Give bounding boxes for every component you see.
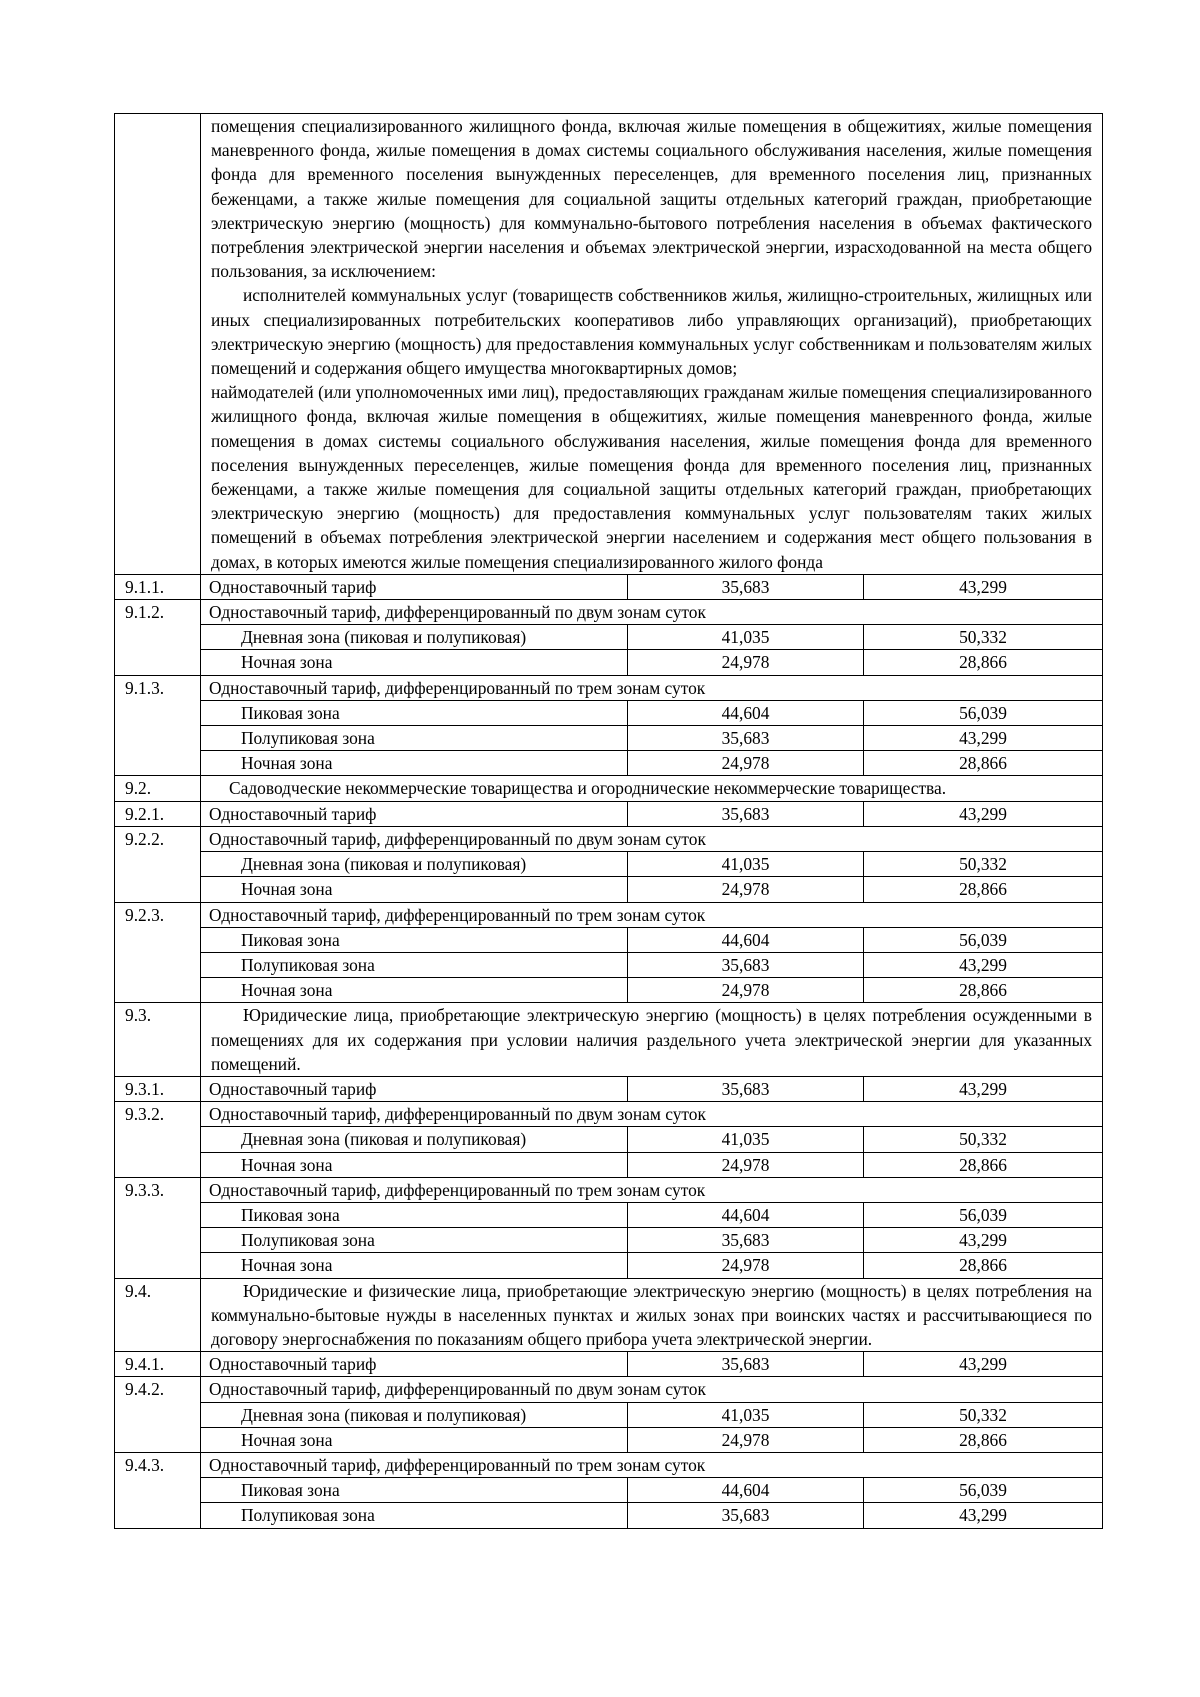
zone-label: Ночная зона <box>201 877 628 902</box>
intro-paragraph: помещения специализированного жилищного фонда, включая жилые помещения в общежитиях, жилые помещения маневренного фонда, жилые помещения в домах системы социального обслуживания населения, жилые помещения фонда для временного поселения вынужденных переселенцев, для временного поселения лиц, признанных беженцами, а также жилые помещения для социальной защиты отдельных категорий граждан, приобретающие электрическую энергию (мощность) для коммунально-бытового потребления населения в объемах фактического потребления электрической энергии населения и объемах электрической энергии, израсходованной на места общего пользования, за исключением: <box>211 116 1093 282</box>
zone-row <box>115 1402 1103 1427</box>
intro-num-cell <box>115 114 201 575</box>
section-heading-row <box>115 1003 1103 1077</box>
zone-value-2: 28,866 <box>864 1253 1103 1278</box>
tariff-value-1: 35,683 <box>628 801 864 826</box>
section-heading-row <box>115 776 1103 801</box>
zone-value-2: 50,332 <box>864 1402 1103 1427</box>
zone-row <box>115 1427 1103 1452</box>
tariff-value-1: 35,683 <box>628 574 864 599</box>
tariff-row <box>115 1177 1103 1202</box>
zone-value-1: 41,035 <box>628 625 864 650</box>
tariff-row <box>115 1076 1103 1101</box>
zone-value-1: 41,035 <box>628 852 864 877</box>
zone-label: Пиковая зона <box>201 927 628 952</box>
zone-label: Полупиковая зона <box>201 952 628 977</box>
zone-value-1: 35,683 <box>628 952 864 977</box>
zone-row <box>115 877 1103 902</box>
tariff-row <box>115 600 1103 625</box>
zone-value-2: 56,039 <box>864 1478 1103 1503</box>
zone-label: Пиковая зона <box>201 1202 628 1227</box>
tariff-number: 9.4.2. <box>115 1377 201 1453</box>
zone-value-2: 56,039 <box>864 1202 1103 1227</box>
zone-value-1: 44,604 <box>628 1202 864 1227</box>
zone-value-2: 28,866 <box>864 650 1103 675</box>
zone-value-2: 28,866 <box>864 1427 1103 1452</box>
zone-row <box>115 1127 1103 1152</box>
zone-value-1: 35,683 <box>628 1503 864 1528</box>
tariff-row <box>115 1452 1103 1477</box>
zone-row <box>115 1228 1103 1253</box>
tariff-number: 9.1.3. <box>115 675 201 776</box>
tariff-number: 9.3.2. <box>115 1102 201 1178</box>
tariff-label: Одноставочный тариф, дифференцированный по двум зонам суток <box>201 600 1103 625</box>
tariff-number: 9.2.3. <box>115 902 201 1003</box>
zone-row <box>115 751 1103 776</box>
zone-row <box>115 726 1103 751</box>
tariff-row <box>115 1102 1103 1127</box>
zone-value-1: 24,978 <box>628 978 864 1003</box>
intro-row <box>115 114 1103 575</box>
tariff-number: 9.3.1. <box>115 1076 201 1101</box>
tariff-value-2: 43,299 <box>864 801 1103 826</box>
intro-text-cell <box>201 114 1103 575</box>
intro-paragraph: наймодателей (или уполномоченных ими лиц), предоставляющих гражданам жилые помещения специализированного жилищного фонда, включая жилые помещения в общежитиях, жилые помещения маневренного фонда, жилые помещения в домах системы социального обслуживания населения, жилые помещения фонда для временного поселения вынужденных переселенцев, жилые помещения фонда для временного поселения лиц, признанных беженцами, а также жилые помещения для социальной защиты отдельных категорий граждан, приобретающих электрическую энергию (мощность) для предоставления коммунальных услуг пользователям таких жилых помещений в объемах потребления электрической энергии населением и содержания мест общего пользования в домах, в которых имеются жилые помещения специализированного жилого фонда <box>211 382 1093 572</box>
zone-value-2: 28,866 <box>864 1152 1103 1177</box>
tariff-label: Одноставочный тариф, дифференцированный по трем зонам суток <box>201 675 1103 700</box>
zone-value-2: 50,332 <box>864 1127 1103 1152</box>
tariff-row <box>115 826 1103 851</box>
tariff-row <box>115 801 1103 826</box>
tariff-label: Одноставочный тариф, дифференцированный по двум зонам суток <box>201 1102 1103 1127</box>
zone-value-2: 43,299 <box>864 952 1103 977</box>
zone-label: Полупиковая зона <box>201 1228 628 1253</box>
section-number: 9.3. <box>115 1003 201 1077</box>
section-heading: Юридические и физические лица, приобретающие электрическую энергию (мощность) в целях потребления на коммунально-бытовые нужды в населенных пунктах и жилых зонах при воинских частях и рассчитывающиеся по договору энергоснабжения по показаниям общего прибора учета электрической энергии. <box>201 1278 1103 1352</box>
tariff-label: Одноставочный тариф, дифференцированный по двум зонам суток <box>201 826 1103 851</box>
zone-row <box>115 1503 1103 1528</box>
zone-value-1: 24,978 <box>628 877 864 902</box>
zone-value-1: 44,604 <box>628 1478 864 1503</box>
zone-label: Ночная зона <box>201 751 628 776</box>
tariff-row <box>115 675 1103 700</box>
zone-row <box>115 927 1103 952</box>
tariff-number: 9.1.1. <box>115 574 201 599</box>
tariff-label: Одноставочный тариф <box>201 574 628 599</box>
tariff-value-1: 35,683 <box>628 1352 864 1377</box>
zone-label: Ночная зона <box>201 1427 628 1452</box>
zone-row <box>115 700 1103 725</box>
tariff-row <box>115 1377 1103 1402</box>
zone-value-1: 35,683 <box>628 726 864 751</box>
zone-value-2: 43,299 <box>864 726 1103 751</box>
section-heading-row <box>115 1278 1103 1352</box>
zone-row <box>115 1202 1103 1227</box>
tariff-table <box>114 113 1103 1529</box>
zone-value-1: 35,683 <box>628 1228 864 1253</box>
zone-value-2: 50,332 <box>864 625 1103 650</box>
tariff-value-1: 35,683 <box>628 1076 864 1101</box>
tariff-label: Одноставочный тариф <box>201 801 628 826</box>
zone-label: Пиковая зона <box>201 1478 628 1503</box>
tariff-number: 9.4.3. <box>115 1452 201 1528</box>
zone-row <box>115 978 1103 1003</box>
zone-value-2: 43,299 <box>864 1503 1103 1528</box>
zone-value-2: 28,866 <box>864 978 1103 1003</box>
zone-value-2: 50,332 <box>864 852 1103 877</box>
zone-label: Дневная зона (пиковая и полупиковая) <box>201 625 628 650</box>
zone-label: Дневная зона (пиковая и полупиковая) <box>201 852 628 877</box>
section-heading: Юридические лица, приобретающие электрическую энергию (мощность) в целях потребления осужденными в помещениях для их содержания при условии наличия раздельного учета электрической энергии для указанных помещений. <box>201 1003 1103 1077</box>
zone-value-1: 24,978 <box>628 1152 864 1177</box>
tariff-number: 9.2.1. <box>115 801 201 826</box>
tariff-row <box>115 1352 1103 1377</box>
zone-value-1: 24,978 <box>628 1253 864 1278</box>
intro-paragraph: исполнителей коммунальных услуг (товариществ собственников жилья, жилищно-строительных, жилищных или иных специализированных потребительских кооперативов либо управляющих организаций), приобретающих электрическую энергию (мощность) для предоставления коммунальных услуг собственникам и пользователям жилых помещений и содержания общего имущества многоквартирных домов; <box>211 285 1093 379</box>
zone-value-2: 28,866 <box>864 751 1103 776</box>
zone-label: Ночная зона <box>201 650 628 675</box>
tariff-value-2: 43,299 <box>864 574 1103 599</box>
section-number: 9.4. <box>115 1278 201 1352</box>
tariff-row <box>115 574 1103 599</box>
zone-value-1: 44,604 <box>628 927 864 952</box>
tariff-label: Одноставочный тариф <box>201 1076 628 1101</box>
zone-value-1: 24,978 <box>628 751 864 776</box>
zone-label: Ночная зона <box>201 978 628 1003</box>
zone-row <box>115 1253 1103 1278</box>
tariff-number: 9.3.3. <box>115 1177 201 1278</box>
zone-value-1: 41,035 <box>628 1127 864 1152</box>
zone-value-1: 24,978 <box>628 650 864 675</box>
zone-label: Дневная зона (пиковая и полупиковая) <box>201 1127 628 1152</box>
zone-label: Ночная зона <box>201 1152 628 1177</box>
zone-label: Ночная зона <box>201 1253 628 1278</box>
zone-value-2: 28,866 <box>864 877 1103 902</box>
zone-label: Полупиковая зона <box>201 726 628 751</box>
tariff-label: Одноставочный тариф, дифференцированный по двум зонам суток <box>201 1377 1103 1402</box>
tariff-value-2: 43,299 <box>864 1076 1103 1101</box>
zone-label: Дневная зона (пиковая и полупиковая) <box>201 1402 628 1427</box>
tariff-label: Одноставочный тариф, дифференцированный по трем зонам суток <box>201 1177 1103 1202</box>
zone-value-2: 56,039 <box>864 927 1103 952</box>
zone-value-1: 44,604 <box>628 700 864 725</box>
tariff-number: 9.1.2. <box>115 600 201 676</box>
zone-row <box>115 625 1103 650</box>
zone-row <box>115 1152 1103 1177</box>
section-number: 9.2. <box>115 776 201 801</box>
zone-row <box>115 952 1103 977</box>
zone-value-1: 41,035 <box>628 1402 864 1427</box>
tariff-label: Одноставочный тариф <box>201 1352 628 1377</box>
zone-label: Полупиковая зона <box>201 1503 628 1528</box>
tariff-label: Одноставочный тариф, дифференцированный по трем зонам суток <box>201 1452 1103 1477</box>
zone-row <box>115 852 1103 877</box>
zone-value-2: 56,039 <box>864 700 1103 725</box>
zone-value-1: 24,978 <box>628 1427 864 1452</box>
tariff-row <box>115 902 1103 927</box>
zone-label: Пиковая зона <box>201 700 628 725</box>
zone-value-2: 43,299 <box>864 1228 1103 1253</box>
zone-row <box>115 1478 1103 1503</box>
zone-row <box>115 650 1103 675</box>
tariff-label: Одноставочный тариф, дифференцированный по трем зонам суток <box>201 902 1103 927</box>
tariff-number: 9.4.1. <box>115 1352 201 1377</box>
tariff-value-2: 43,299 <box>864 1352 1103 1377</box>
tariff-number: 9.2.2. <box>115 826 201 902</box>
section-heading: Садоводческие некоммерческие товарищества и огороднические некоммерческие товарищества. <box>201 776 1103 801</box>
